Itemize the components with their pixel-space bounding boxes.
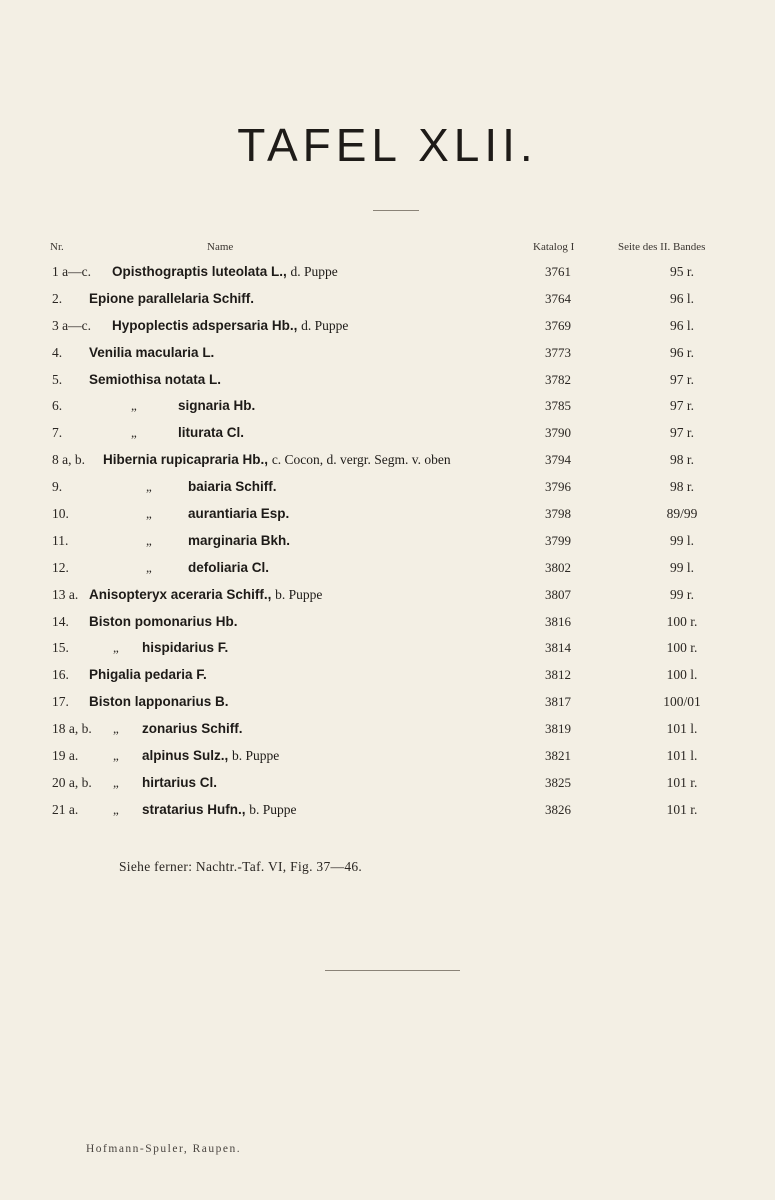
ditto-mark: „	[113, 721, 119, 737]
header-nr: Nr.	[50, 241, 64, 253]
ditto-mark: „	[131, 425, 137, 441]
table-row	[0, 447, 775, 474]
page-reference: 96 l.	[669, 317, 694, 333]
row-number: 10.	[52, 506, 69, 522]
page-reference: 99 l.	[669, 532, 694, 548]
table-row	[0, 635, 775, 662]
ditto-mark: „	[113, 640, 119, 656]
row-number: 6.	[52, 398, 63, 414]
species-name-text: Hypoplectis adspersaria Hb.,	[112, 317, 298, 333]
species-name	[89, 582, 322, 609]
ditto-mark: „	[146, 479, 152, 495]
species-name	[112, 259, 338, 286]
ditto-mark: „	[146, 559, 152, 575]
species-name	[142, 797, 297, 824]
species-name	[89, 367, 221, 394]
page-reference: 97 r.	[669, 398, 694, 414]
species-name-text: Epione parallelaria Schiff.	[89, 290, 255, 306]
species-name-text: Biston pomonarius Hb.	[89, 613, 238, 629]
species-name	[188, 501, 289, 528]
katalog-number: 3794	[545, 452, 571, 468]
ditto-mark: „	[146, 532, 152, 548]
row-number: 18 a, b.	[52, 721, 92, 737]
page-reference: 96 r.	[669, 344, 694, 360]
species-note: d. Puppe	[301, 317, 349, 333]
table-row	[0, 501, 775, 528]
page-reference: 101 r.	[666, 801, 698, 817]
species-name	[112, 313, 348, 340]
species-name	[188, 555, 269, 582]
title-divider	[373, 210, 419, 211]
species-name-text: liturata Cl.	[178, 425, 245, 441]
katalog-number: 3799	[545, 532, 571, 548]
see-also-note: Siehe ferner: Nachtr.-Taf. VI, Fig. 37—46.	[119, 859, 363, 874]
page-reference: 96 l.	[669, 290, 694, 306]
row-number: 8 a, b.	[52, 452, 85, 468]
katalog-number: 3769	[545, 317, 571, 333]
species-name-text: defoliaria Cl.	[188, 559, 270, 575]
species-name-text: hispidarius F.	[142, 640, 229, 656]
katalog-number: 3825	[545, 774, 571, 790]
table-row	[0, 286, 775, 313]
row-number: 11.	[52, 532, 69, 548]
row-number: 16.	[52, 667, 69, 683]
katalog-number: 3798	[545, 506, 571, 522]
page-reference: 101 l.	[666, 721, 698, 737]
species-name-text: Phigalia pedaria F.	[89, 667, 207, 683]
table-row	[0, 367, 775, 394]
species-note: b. Puppe	[249, 801, 297, 817]
katalog-number: 3773	[545, 344, 571, 360]
page-reference: 89/99	[666, 506, 698, 522]
row-number: 21 a.	[52, 801, 79, 817]
header-katalog: Katalog I	[533, 241, 575, 253]
species-name-text: zonarius Schiff.	[142, 721, 243, 737]
species-name-text: signaria Hb.	[178, 398, 256, 414]
table-row	[0, 259, 775, 286]
species-name-text: stratarius Hufn.,	[142, 801, 246, 817]
page-reference: 100 r.	[666, 640, 698, 656]
species-name	[188, 528, 290, 555]
page-reference: 97 r.	[669, 425, 694, 441]
species-name-text: Biston lapponarius B.	[89, 694, 229, 710]
katalog-number: 3826	[545, 801, 571, 817]
ditto-mark: „	[146, 506, 152, 522]
table-row	[0, 555, 775, 582]
table-row	[0, 474, 775, 501]
row-number: 20 a, b.	[52, 774, 92, 790]
row-number: 1 a—c.	[52, 264, 91, 279]
species-name-text: Opisthograptis luteolata L.,	[112, 264, 287, 279]
page-reference: 100/01	[663, 694, 701, 710]
page-reference: 99 r.	[669, 586, 694, 602]
page-title: TAFEL XLII.	[237, 119, 538, 171]
page-reference: 100 r.	[666, 613, 698, 629]
row-number: 19 a.	[52, 748, 79, 764]
species-name	[89, 662, 207, 689]
ditto-mark: „	[113, 774, 119, 790]
katalog-number: 3816	[545, 613, 571, 629]
ditto-mark: „	[113, 801, 119, 817]
katalog-number: 3814	[545, 640, 571, 656]
row-number: 13 a.	[52, 586, 79, 602]
table-row	[0, 770, 775, 797]
species-note: b. Puppe	[275, 586, 323, 602]
page-reference: 95 r.	[669, 264, 694, 279]
table-row	[0, 662, 775, 689]
header-name: Name	[207, 241, 234, 253]
species-name-text: Semiothisa notata L.	[89, 371, 222, 387]
species-name-text: Venilia macularia L.	[89, 344, 215, 360]
katalog-number: 3807	[545, 586, 571, 602]
katalog-number: 3761	[545, 264, 571, 279]
species-name	[89, 286, 254, 313]
katalog-number: 3819	[545, 721, 571, 737]
row-number: 4.	[52, 344, 63, 360]
row-number: 5.	[52, 371, 63, 387]
table-row	[0, 716, 775, 743]
species-name-text: alpinus Sulz.,	[142, 748, 229, 764]
table-row	[0, 582, 775, 609]
katalog-number: 3802	[545, 559, 571, 575]
species-name	[142, 635, 228, 662]
species-name-text: hirtarius Cl.	[142, 774, 218, 790]
row-number: 17.	[52, 694, 69, 710]
katalog-number: 3821	[545, 748, 571, 764]
katalog-number: 3796	[545, 479, 571, 495]
bottom-divider	[325, 970, 460, 971]
page-reference: 97 r.	[669, 371, 694, 387]
species-note: b. Puppe	[232, 748, 280, 764]
page-reference: 98 r.	[669, 479, 694, 495]
katalog-number: 3790	[545, 425, 571, 441]
species-name	[89, 689, 229, 716]
table-row	[0, 393, 775, 420]
table-row	[0, 528, 775, 555]
katalog-number: 3764	[545, 290, 571, 306]
row-number: 2.	[52, 290, 63, 306]
species-name-text: baiaria Schiff.	[188, 479, 277, 495]
species-name	[142, 770, 217, 797]
ditto-mark: „	[131, 398, 137, 414]
katalog-number: 3817	[545, 694, 571, 710]
ditto-mark: „	[113, 748, 119, 764]
species-name	[142, 716, 243, 743]
table-row	[0, 340, 775, 367]
species-name	[178, 420, 244, 447]
species-note: c. Cocon, d. vergr. Segm. v. oben	[271, 452, 451, 468]
row-number: 7.	[52, 425, 63, 441]
table-row	[0, 797, 775, 824]
row-number: 9.	[52, 479, 63, 495]
row-number: 12.	[52, 559, 69, 575]
row-number: 3 a—c.	[52, 317, 91, 333]
page-reference: 99 l.	[669, 559, 694, 575]
header-seite: Seite des II. Bandes	[618, 241, 706, 253]
table-row	[0, 743, 775, 770]
species-name-text: marginaria Bkh.	[188, 532, 291, 548]
species-name-text: Hibernia rupicapraria Hb.,	[103, 452, 269, 468]
table-row	[0, 689, 775, 716]
species-name	[89, 609, 238, 636]
species-name-text: Anisopteryx aceraria Schiff.,	[89, 586, 272, 602]
species-table	[0, 259, 775, 824]
species-name	[178, 393, 255, 420]
species-note: d. Puppe	[290, 264, 338, 279]
page-reference: 101 r.	[666, 774, 698, 790]
katalog-number: 3782	[545, 371, 571, 387]
table-row	[0, 420, 775, 447]
table-row	[0, 313, 775, 340]
species-name-text: aurantiaria Esp.	[188, 506, 290, 522]
row-number: 14.	[52, 613, 69, 629]
row-number: 15.	[52, 640, 69, 656]
species-name	[188, 474, 277, 501]
page-reference: 98 r.	[669, 452, 694, 468]
species-name	[103, 447, 451, 474]
page-reference: 101 l.	[666, 748, 698, 764]
page-footer: Hofmann-Spuler, Raupen.	[86, 1143, 242, 1155]
species-name	[89, 340, 214, 367]
species-name	[142, 743, 279, 770]
katalog-number: 3812	[545, 667, 571, 683]
page-reference: 100 l.	[666, 667, 698, 683]
table-row	[0, 609, 775, 636]
katalog-number: 3785	[545, 398, 571, 414]
